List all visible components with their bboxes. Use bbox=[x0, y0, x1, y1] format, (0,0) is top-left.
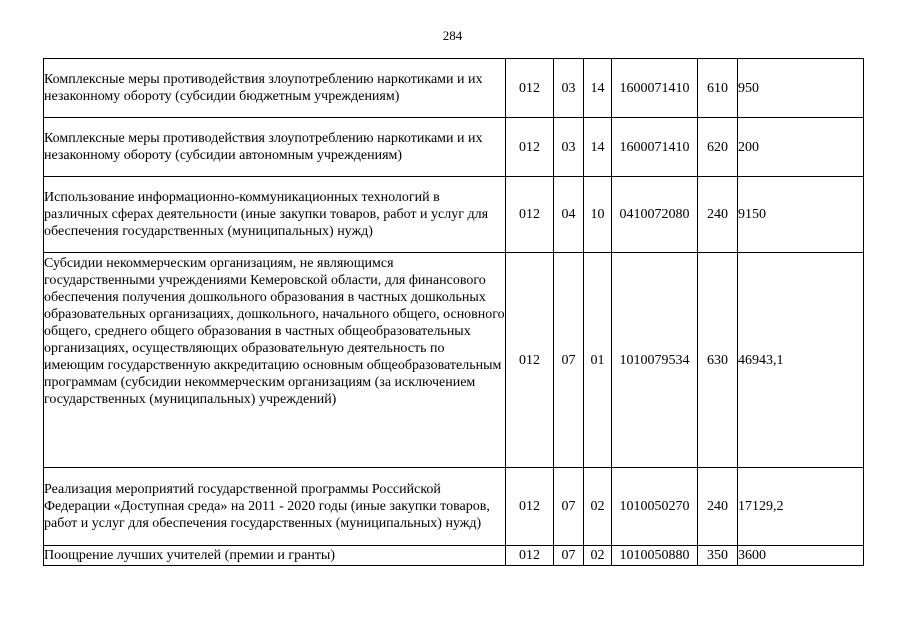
table-row bbox=[44, 59, 864, 118]
target-article-code: 1600071410 bbox=[612, 118, 698, 177]
target-article-code: 1600071410 bbox=[612, 59, 698, 118]
subsection-code: 01 bbox=[584, 253, 612, 468]
target-article-code: 0410072080 bbox=[612, 177, 698, 253]
target-article-code: 1010050270 bbox=[612, 468, 698, 546]
budget-table bbox=[43, 58, 864, 566]
subsection-code: 14 bbox=[584, 118, 612, 177]
page-number: 284 bbox=[442, 28, 463, 43]
section-code: 03 bbox=[554, 118, 584, 177]
expense-name: Использование информационно-коммуникационных технологий в различных сферах деятельности (иные закупки товаров, работ и услуг для обеспечения государственных (муниципальных) нужд) bbox=[44, 177, 506, 253]
target-article-code: 1010079534 bbox=[612, 253, 698, 468]
subsection-code: 02 bbox=[584, 546, 612, 566]
amount: 9150 bbox=[738, 177, 864, 253]
amount: 17129,2 bbox=[738, 468, 864, 546]
subsection-code: 10 bbox=[584, 177, 612, 253]
amount: 46943,1 bbox=[738, 253, 864, 468]
table-row bbox=[44, 468, 864, 546]
ministry-code: 012 bbox=[506, 59, 554, 118]
section-code: 04 bbox=[554, 177, 584, 253]
table-row bbox=[44, 546, 864, 566]
expense-name: Комплексные меры противодействия злоупотреблению наркотиками и их незаконному обороту (субсидии автономным учреждениям) bbox=[44, 118, 506, 177]
expense-name: Субсидии некоммерческим организациям, не являющимся государственными учреждениями Кемеровской области, для финансового обеспечения получения дошкольного образования в частных дошкольных образовательных организациях, дошкольного, начального общего, основного общего, среднего общего образования в частных общеобразовательных организациях, осуществляющих образовательную деятельность по имеющим государственную аккредитацию основным общеобразовательным программам (субсидии некоммерческим организациям (за исключением государственных (муниципальных) учреждений) bbox=[44, 253, 506, 468]
table-row bbox=[44, 253, 864, 468]
amount: 200 bbox=[738, 118, 864, 177]
ministry-code: 012 bbox=[506, 118, 554, 177]
subsection-code: 14 bbox=[584, 59, 612, 118]
expense-type-code: 630 bbox=[698, 253, 738, 468]
expense-name: Поощрение лучших учителей (премии и гранты) bbox=[44, 546, 506, 566]
subsection-code: 02 bbox=[584, 468, 612, 546]
section-code: 07 bbox=[554, 253, 584, 468]
ministry-code: 012 bbox=[506, 468, 554, 546]
target-article-code: 1010050880 bbox=[612, 546, 698, 566]
expense-name: Комплексные меры противодействия злоупотреблению наркотиками и их незаконному обороту (субсидии бюджетным учреждениям) bbox=[44, 59, 506, 118]
ministry-code: 012 bbox=[506, 546, 554, 566]
section-code: 07 bbox=[554, 468, 584, 546]
expense-type-code: 240 bbox=[698, 468, 738, 546]
expense-type-code: 350 bbox=[698, 546, 738, 566]
table-row bbox=[44, 177, 864, 253]
amount: 3600 bbox=[738, 546, 864, 566]
expense-name: Реализация мероприятий государственной программы Российской Федерации «Доступная среда» на 2011 - 2020 годы (иные закупки товаров, работ и услуг для обеспечения государственных (муниципальных) нужд) bbox=[44, 468, 506, 546]
table-row bbox=[44, 118, 864, 177]
expense-type-code: 240 bbox=[698, 177, 738, 253]
section-code: 03 bbox=[554, 59, 584, 118]
expense-type-code: 620 bbox=[698, 118, 738, 177]
ministry-code: 012 bbox=[506, 177, 554, 253]
section-code: 07 bbox=[554, 546, 584, 566]
amount: 950 bbox=[738, 59, 864, 118]
ministry-code: 012 bbox=[506, 253, 554, 468]
expense-type-code: 610 bbox=[698, 59, 738, 118]
